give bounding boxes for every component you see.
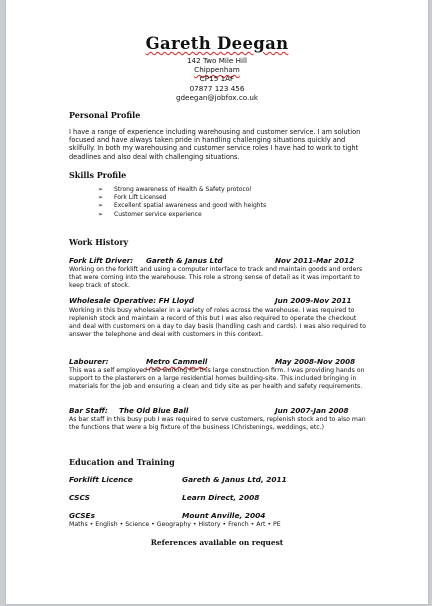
job-dates: May 2008-Nov 2008	[275, 357, 356, 366]
references-note: References available on request	[150, 538, 284, 547]
skill-text: Excellent spatial awareness and good with heights	[114, 202, 267, 210]
list-item	[98, 186, 266, 194]
education-row	[69, 511, 369, 521]
email: gdeegan@jobfox.co.uk	[175, 93, 259, 102]
job-description: Working in this busy wholesaler in a variety of roles across the warehouse. I was required to replenish stock and maintain a record of this but I was also required to operate the checkout and deal with customers on a day to day basis (handling cash and cards). I was also required to answer the telephone and deal with customers in this context.	[69, 307, 367, 338]
qualification-detail: Learn Direct, 2008	[182, 493, 260, 502]
skill-text: Customer service experience	[114, 210, 202, 218]
bullet-arrow-icon: ➢	[98, 202, 104, 210]
job-row	[69, 256, 369, 266]
work-heading: Work History	[69, 237, 129, 247]
job-description: Working on the forklift and using a computer interface to track and maintain goods and orders that were coming into the warehouse. This role a strong sense of detail as it was important to keep track of stock.	[69, 266, 363, 289]
qualification: CSCS	[69, 493, 90, 502]
education-row	[69, 475, 369, 485]
skills-heading: Skills Profile	[69, 170, 127, 180]
job-dates: Jun 2009-Nov 2011	[275, 296, 352, 305]
list-item	[98, 202, 266, 210]
bullet-arrow-icon: ➢	[98, 194, 104, 202]
job-row	[69, 357, 369, 367]
gcse-subjects: Maths • English • Science • Geography • History • French • Art • PE	[69, 521, 281, 528]
job-employer: Metro Cammell	[146, 357, 208, 366]
list-item	[98, 211, 266, 219]
job-title: Bar Staff:	[69, 406, 108, 415]
profile-text: I have a range of experience including warehousing and customer service. I am solution focused and have always taken pride in handling challenging situations quickly and skilfully. In both my warehousing and customer service roles I have had to work to tight deadlines and also deal with challenging situations.	[69, 128, 361, 161]
job-description: This was a self employed role working for this large construction firm. I was providing hands on support to the plasterers on a large residential homes building-site. This included bringing in materials for the job and ensuring a clean and tidy site as per health and safety requirements.	[69, 367, 365, 390]
qualification: Forklift Licence	[69, 475, 133, 484]
job-dates: Nov 2011-Mar 2012	[275, 256, 355, 265]
cv-page	[6, 0, 428, 604]
skill-text: Fork Lift Licensed	[114, 194, 167, 202]
skill-text: Strong awareness of Health & Safety protocol	[114, 186, 252, 193]
job-title: Labourer:	[69, 357, 109, 366]
qualification-detail: Mount Anville, 2004	[182, 511, 266, 520]
education-row	[69, 493, 369, 503]
qualification-detail: Gareth & Janus Ltd, 2011	[182, 475, 287, 484]
cv-name	[6, 34, 428, 53]
job-title: Fork Lift Driver:	[69, 256, 134, 265]
address-town: Chippenham	[194, 65, 240, 74]
job-row	[69, 296, 369, 306]
bullet-arrow-icon: ➢	[98, 186, 104, 193]
name-text: Gareth Deegan	[145, 34, 289, 53]
job-title: Wholesale Operative: FH Lloyd	[69, 296, 194, 305]
qualification: GCSEs	[69, 511, 95, 520]
list-item	[98, 194, 266, 202]
job-employer: The Old Blue Ball	[119, 406, 189, 415]
phone: 07877 123 456	[189, 84, 245, 93]
job-employer: Gareth & Janus Ltd	[146, 256, 223, 265]
skills-list	[98, 186, 266, 219]
job-dates: Jun 2007-Jan 2008	[275, 406, 349, 415]
education-heading: Education and Training	[69, 457, 175, 467]
job-row	[69, 406, 369, 416]
address-line-1: 142 Two Mile Hill	[186, 56, 248, 65]
job-description: As bar staff in this busy pub I was required to serve customers, replenish stock and to also man the functions that were a big fixture of the business (Christenings, weddings, etc.)	[69, 416, 366, 431]
profile-heading: Personal Profile	[69, 110, 141, 120]
postcode: CP15 1AF	[199, 74, 235, 83]
bullet-arrow-icon: ➢	[98, 210, 104, 218]
